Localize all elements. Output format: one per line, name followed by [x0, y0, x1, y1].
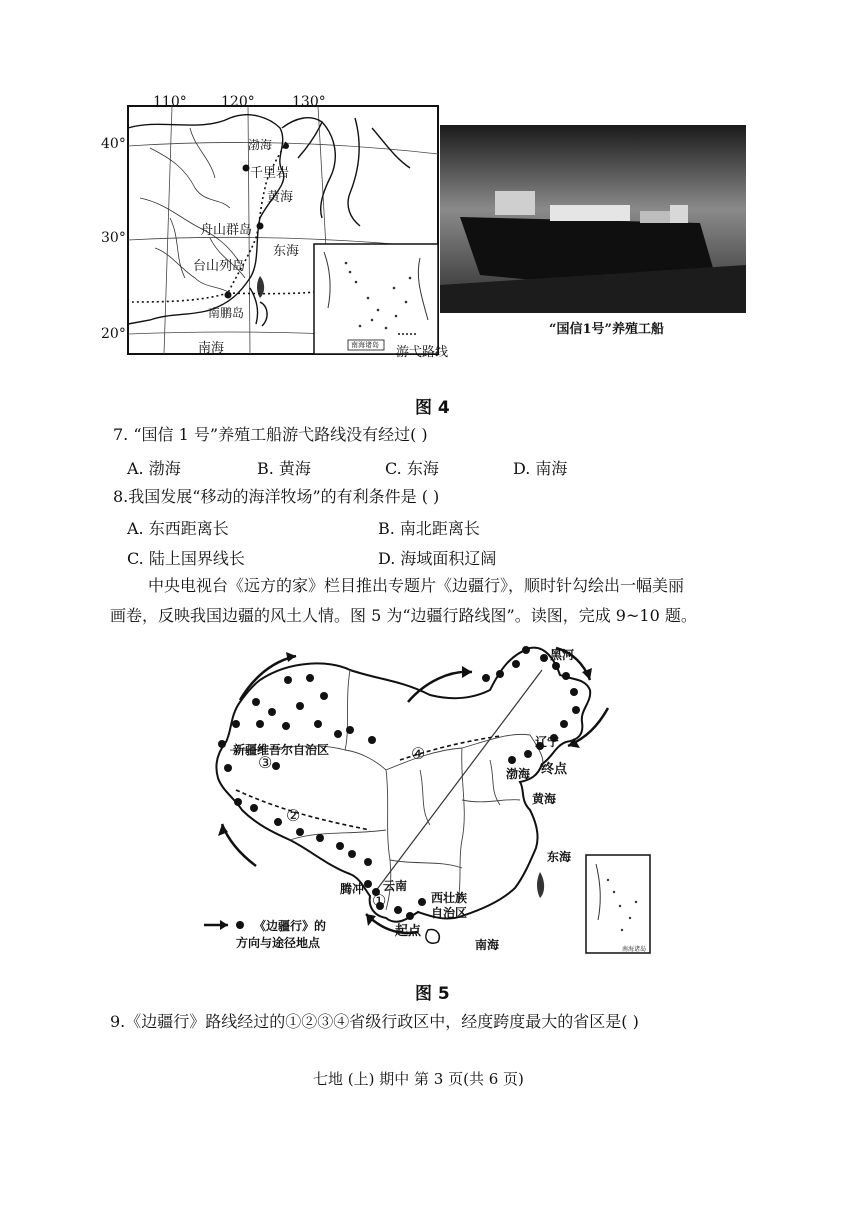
fig5-label-donghai: 东海	[547, 850, 572, 864]
q8-option-a: A. 东西距离长	[127, 519, 229, 538]
photo-caption: “国信1号”养殖工船	[549, 322, 665, 337]
intro-line-1: 中央电视台《远方的家》栏目推出专题片《边疆行》，顺时针勾绘出一幅美丽	[148, 576, 685, 595]
fig5-marker-2: ②	[286, 806, 301, 825]
fig5-label-huanghai: 黄海	[532, 792, 557, 806]
q7-option-b: B. 黄海	[257, 459, 311, 478]
q7-option-c: C. 东海	[385, 459, 439, 478]
fig5-label-nanhai: 南海	[475, 938, 500, 952]
fig4-lon-110: 110°	[153, 94, 187, 110]
intro-line-2: 画卷，反映我国边疆的风土人情。图 5 为“边疆行路线图”。读图，完成 9~10 题。	[110, 606, 697, 625]
fig4-label-donghai: 东海	[273, 244, 300, 259]
q7-option-d: D. 南海	[513, 459, 568, 478]
fig4-label-qianliyan: 千里岩	[250, 166, 290, 181]
fig5-marker-3: ③	[258, 753, 273, 772]
fig5-label-endpoint: 终点	[541, 762, 568, 777]
fig4-label-huanghai: 黄海	[267, 190, 294, 205]
q8-option-b: B. 南北距离长	[378, 519, 480, 538]
figure5-caption: 图 5	[415, 984, 450, 1004]
fig5-marker-1: ①	[372, 891, 387, 910]
fig5-label-heihe: 黑河	[550, 648, 575, 662]
page-footer: 七地 (上) 期中 第 3 页(共 6 页)	[313, 1070, 524, 1088]
fig4-lon-130: 130°	[292, 94, 326, 110]
fig5-inset-label: 南海诸岛	[622, 946, 647, 953]
fig5-label-tengchong: 腾冲	[340, 882, 365, 896]
fig4-label-zhoushan: 舟山群岛	[200, 223, 253, 238]
fig4-lat-40: 40°	[101, 136, 126, 152]
q7-option-a: A. 渤海	[127, 459, 181, 478]
fig5-legend-line-1: 《边疆行》的	[254, 919, 327, 933]
fig4-label-nanhai: 南海	[198, 341, 225, 356]
fig4-lon-120: 120°	[221, 94, 255, 110]
fig5-legend-line-2: 方向与途径地点	[236, 936, 321, 950]
fig5-label-startpoint: 起点	[395, 924, 422, 939]
fig4-inset-label: 南海诸岛	[351, 341, 379, 349]
q8-option-c: C. 陆上国界线长	[127, 549, 245, 568]
fig4-lat-20: 20°	[101, 326, 126, 342]
fig5-label-xinjiang: 新疆维吾尔自治区	[233, 743, 330, 757]
figure4-caption: 图 4	[415, 398, 450, 418]
fig5-label-bohai: 渤海	[506, 767, 531, 781]
fig4-label-taishan: 台山列岛	[193, 259, 246, 274]
fig4-label-nanpeng: 南鹏岛	[208, 306, 245, 320]
ship-photo	[440, 125, 746, 313]
fig5-label-liaoning: 辽宁	[535, 735, 560, 749]
fig4-label-bohai: 渤海	[248, 138, 273, 152]
fig4-lat-30: 30°	[101, 230, 126, 246]
q9-stem: 9.《边疆行》路线经过的①②③④省级行政区中，经度跨度最大的省区是( )	[110, 1012, 639, 1031]
fig5-label-guangxi-2: 自治区	[431, 906, 468, 920]
fig5-label-yunnan: 云南	[383, 879, 408, 893]
fig4-legend-route: 游弋路线	[396, 345, 449, 360]
fig5-marker-4: ④	[411, 744, 426, 763]
q8-option-d: D. 海域面积辽阔	[378, 549, 497, 568]
figure4-map	[110, 88, 450, 368]
q7-stem: 7. “国信 1 号”养殖工船游弋路线没有经过( )	[113, 425, 428, 444]
fig5-label-guangxi-1: 西壮族	[431, 891, 468, 905]
q8-stem: 8.我国发展“移动的海洋牧场”的有利条件是 ( )	[113, 487, 440, 506]
